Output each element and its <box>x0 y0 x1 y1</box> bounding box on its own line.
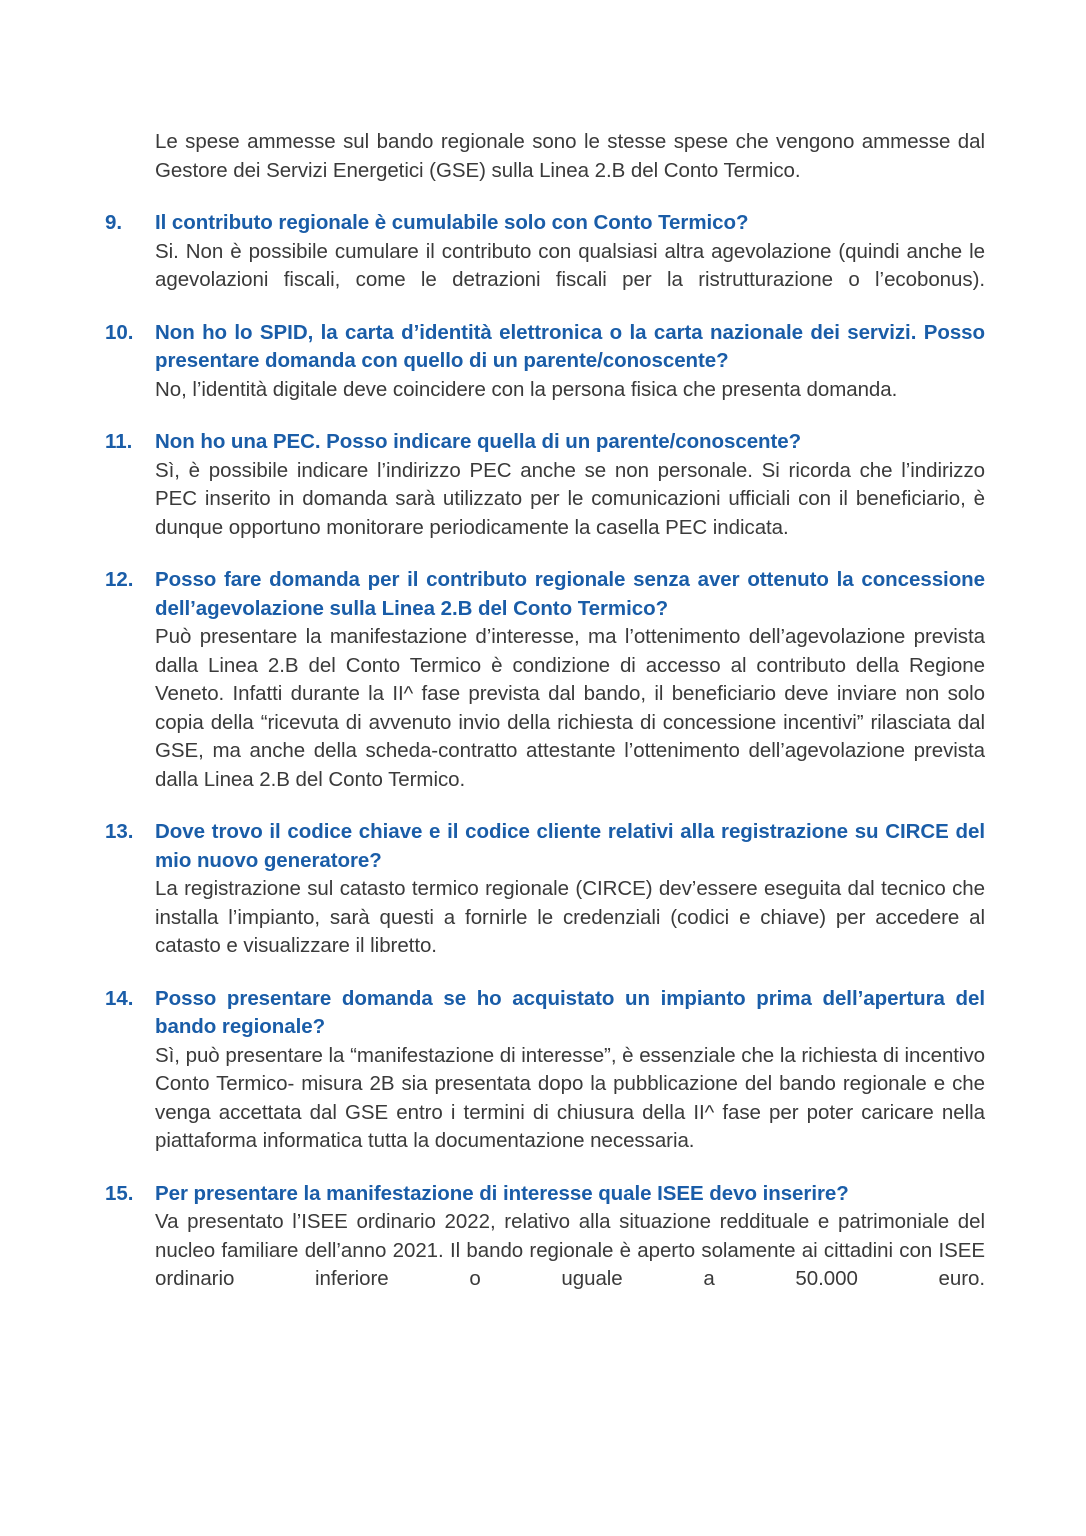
faq-question-11: Non ho una PEC. Posso indicare quella di un parente/conoscente? <box>155 430 802 453</box>
faq-item-14 <box>105 985 985 1156</box>
faq-number-10: 10. <box>105 320 134 344</box>
faq-question-12: Posso fare domanda per il contributo regionale senza aver ottenuto la concessione dell’agevolazione sulla Linea 2.B del Conto Termico? <box>155 568 985 620</box>
faq-number-14: 14. <box>105 986 134 1010</box>
faq-number-11: 11. <box>105 430 133 453</box>
faq-item-9 <box>105 209 985 295</box>
faq-question-14: Posso presentare domanda se ho acquistato un impianto prima dell’apertura del bando regionale? <box>155 986 985 1038</box>
faq-answer-12: Può presentare la manifestazione d’interesse, ma l’ottenimento dell’agevolazione prevista dalla Linea 2.B del Conto Termico è condizione di accesso al contributo della Regione Veneto. Infatti durante la II^ fase prevista dal bando, il beneficiario deve inviare non solo copia della “ricevuta di avvenuto invio della richiesta di concessione incentivi” rilasciata dal GSE, ma anche della scheda-contratto attestante l’ottenimento dell’agevolazione prevista dalla Linea 2.B del Conto Termico. <box>155 625 985 791</box>
faq-answer-9: Si. Non è possibile cumulare il contributo con qualsiasi altra agevolazione (quindi anche le agevolazioni fiscali, come le detrazioni fiscali per la ristrutturazione o l’ecobonus). <box>155 239 985 291</box>
faq-answer-10: No, l’identità digitale deve coincidere con la persona fisica che presenta domanda. <box>155 377 898 401</box>
faq-question-10: Non ho lo SPID, la carta d’identità elettronica o la carta nazionale dei servizi. Posso presentare domanda con quello di un parente/conoscente? <box>155 320 985 372</box>
faq-number-9: 9. <box>105 211 123 234</box>
faq-list <box>105 209 985 1294</box>
faq-question-13: Dove trovo il codice chiave e il codice cliente relativi alla registrazione su CIRCE del mio nuovo generatore? <box>155 820 985 872</box>
faq-item-10 <box>105 319 985 405</box>
faq-answer-15: Va presentato l’ISEE ordinario 2022, relativo alla situazione reddituale e patrimoniale del nucleo familiare dell’anno 2021. Il bando regionale è aperto solamente ai cittadini con ISEE ordinario inferiore o uguale a 50.000 euro. <box>155 1210 985 1290</box>
faq-item-15 <box>105 1180 985 1294</box>
intro-paragraph: Le spese ammesse sul bando regionale sono le stesse spese che vengono ammesse dal Gestore dei Servizi Energetici (GSE) sulla Linea 2.B del Conto Termico. <box>155 130 985 182</box>
faq-answer-13: La registrazione sul catasto termico regionale (CIRCE) dev’essere eseguita dal tecnico che installa l’impianto, sarà questi a fornirle le credenziali (codici e chiave) per accedere al catasto e visualizzare il libretto. <box>155 877 985 957</box>
faq-number-15: 15. <box>105 1181 134 1205</box>
faq-number-13: 13. <box>105 820 134 843</box>
faq-answer-14: Sì, può presentare la “manifestazione di interesse”, è essenziale che la richiesta di incentivo Conto Termico- misura 2B sia presentata dopo la pubblicazione del bando regionale e che venga accettata dal GSE entro i termini di chiusura della II^ fase per poter caricare nella piattaforma informatica tutta la documentazione necessaria. <box>155 1043 985 1152</box>
faq-item-13 <box>105 818 985 961</box>
faq-question-9: Il contributo regionale è cumulabile solo con Conto Termico? <box>155 211 749 234</box>
faq-item-12 <box>105 566 985 794</box>
faq-answer-11: Sì, è possibile indicare l’indirizzo PEC anche se non personale. Si ricorda che l’indirizzo PEC inserito in domanda sarà utilizzato per le comunicazioni ufficiali con il beneficiario, è dunque opportuno monitorare periodicamente la casella PEC indicata. <box>155 458 985 539</box>
faq-number-12: 12. <box>105 568 134 591</box>
faq-item-11 <box>105 428 985 542</box>
faq-question-15: Per presentare la manifestazione di interesse quale ISEE devo inserire? <box>155 1181 849 1205</box>
